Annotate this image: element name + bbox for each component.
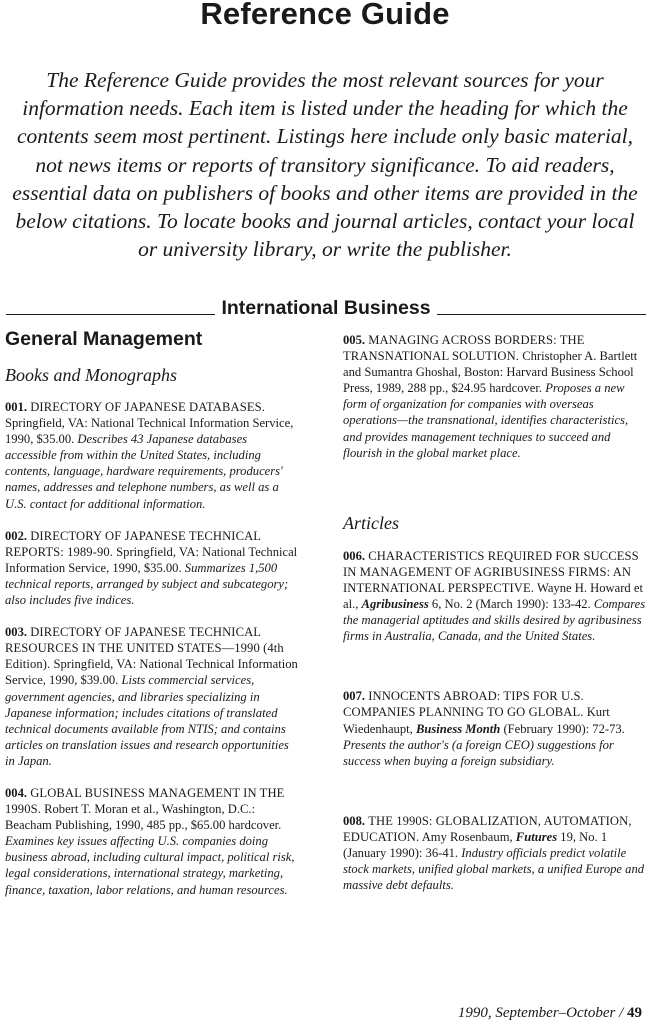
entry-004 [5,785,300,898]
entry-001 [5,399,300,512]
entry-006 [343,548,646,645]
page-footer [458,1005,642,1022]
entry-publication: Springfield, VA: National Technical Information Service, 1990, $35.00. [5,416,294,447]
entry-008 [343,813,646,893]
right-column [343,326,646,893]
footer-issue: 1990, September–October [457,1005,616,1021]
entry-number: 008. [343,813,366,828]
entry-005 [343,332,646,461]
section-label: International Business [221,297,431,319]
entry-annotation: Proposes a new form of organization for companies with overseas operations—the transnational, identifies characteristics, and provides management techniques to succeed and flourish in the global market place. [343,381,629,460]
entry-number: 005. [343,333,366,347]
books-heading: Books and Monographs [5,365,177,385]
entry-number: 004. [5,785,28,800]
entry-publication: Robert T. Moran et al., Washington, D.C.: Beacham Publishing, 1990, 485 pp., $65.00 hardcover. [5,802,282,833]
entry-annotation: Industry officials predict volatile stock markets, unified global markets, a unified Europe and massive debt defaults. [343,845,645,893]
rule-right [437,314,646,315]
entry-annotation: Summarizes 1,500 technical reports, arranged by subject and subcategory; also includes five indices. [5,560,289,608]
entry-author: Amy Rosenbaum, [421,829,513,844]
entry-number: 006. [343,548,366,563]
entry-003 [5,624,300,769]
entry-number: 003. [5,625,28,640]
section-heading [6,292,646,320]
entry-title: DIRECTORY OF JAPANESE TECHNICAL RESOURCES IN THE UNITED STATES—1990 (4th Edition). [5,625,284,672]
entry-007 [343,688,646,768]
entry-number: 001. [5,400,28,414]
entry-number: 007. [343,689,366,704]
entry-author: Kurt Wiedenhaupt, [343,705,610,736]
footer-separator: / [619,1005,624,1021]
entry-journal: Business Month [415,721,501,736]
entry-publication: Christopher A. Bartlett and Sumantra Ghoshal, Boston: Harvard Business School Press, 1989, 288 pp., $24.95 hardcover. [343,349,638,396]
entry-journal: Futures [515,829,558,844]
subject-heading: General Management [5,328,203,350]
entry-author: Wayne H. Howard et al., [343,580,643,612]
rule-left [6,314,215,315]
articles-heading: Articles [343,512,399,533]
entry-publication: Springfield, VA: National Technical Information Service, 1990, $35.00. [5,544,298,575]
entry-number: 002. [5,528,28,543]
entry-journal: Agribusiness [361,597,429,612]
entry-title: DIRECTORY OF JAPANESE DATABASES. [30,400,265,414]
entry-annotation: Describes 43 Japanese databases accessible from within the United States, including contents, language, hardware requirements, producers' names, addresses and telephone numbers, as well as a U.S. contact for additional information. [5,432,283,511]
entry-title: CHARACTERISTICS REQUIRED FOR SUCCESS IN MANAGEMENT OF AGRIBUSINESS FIRMS: AN INTERNATIONAL PERSPECTIVE. [343,548,639,595]
page-number: 49 [627,1005,642,1021]
entry-title: INNOCENTS ABROAD: TIPS FOR U.S. COMPANIES PLANNING TO GO GLOBAL. [343,689,584,720]
page-title: Reference Guide [200,0,450,31]
entry-publication: 19, No. 1 (January 1990): 36-41. [343,829,608,860]
entry-annotation: Lists commercial services, government agencies, and libraries specializing in Japanese information; includes citations of translated technical documents available from NTIS; and contains articles on translation issues and research opportunities in Japan. [5,673,289,768]
entry-title: MANAGING ACROSS BORDERS: THE TRANSNATIONAL SOLUTION. [343,333,585,364]
entry-annotation: Compares the managerial aptitudes and skills desired by agribusiness firms in Australia, Canada, and the United States. [343,597,646,644]
entry-title: DIRECTORY OF JAPANESE TECHNICAL REPORTS: 1989-90. [5,528,261,559]
entry-002 [5,528,300,608]
entry-publication: 6, No. 2 (March 1990): 133-42. [431,597,591,612]
entry-title: GLOBAL BUSINESS MANAGEMENT IN THE 1990S. [5,785,285,817]
left-column [5,326,300,898]
entry-annotation: Presents the author's (a foreign CEO) suggestions for success when buying a foreign subsidiary. [343,737,614,768]
entry-publication: Springfield, VA: National Technical Information Service, 1990, $39.00. [5,657,298,688]
intro-paragraph: The Reference Guide provides the most relevant sources for your information needs. Each item is listed under the heading for which the contents seem most pertinent. Listings here include only basic material, not news items or reports of transitory significance. To aid readers, essential data on publishers of books and other items are provided in the below citations. To locate books and journal articles, contact your local or university library, or write the publisher. [12,68,638,262]
entry-annotation: Examines key issues affecting U.S. companies doing business abroad, including cultural impact, political risk, legal considerations, international strategy, marketing, finance, taxation, labor relations, and human resources. [5,834,295,897]
entry-publication: (February 1990): 72-73. [503,721,625,736]
entry-title: THE 1990S: GLOBALIZATION, AUTOMATION, EDUCATION. [343,813,632,844]
